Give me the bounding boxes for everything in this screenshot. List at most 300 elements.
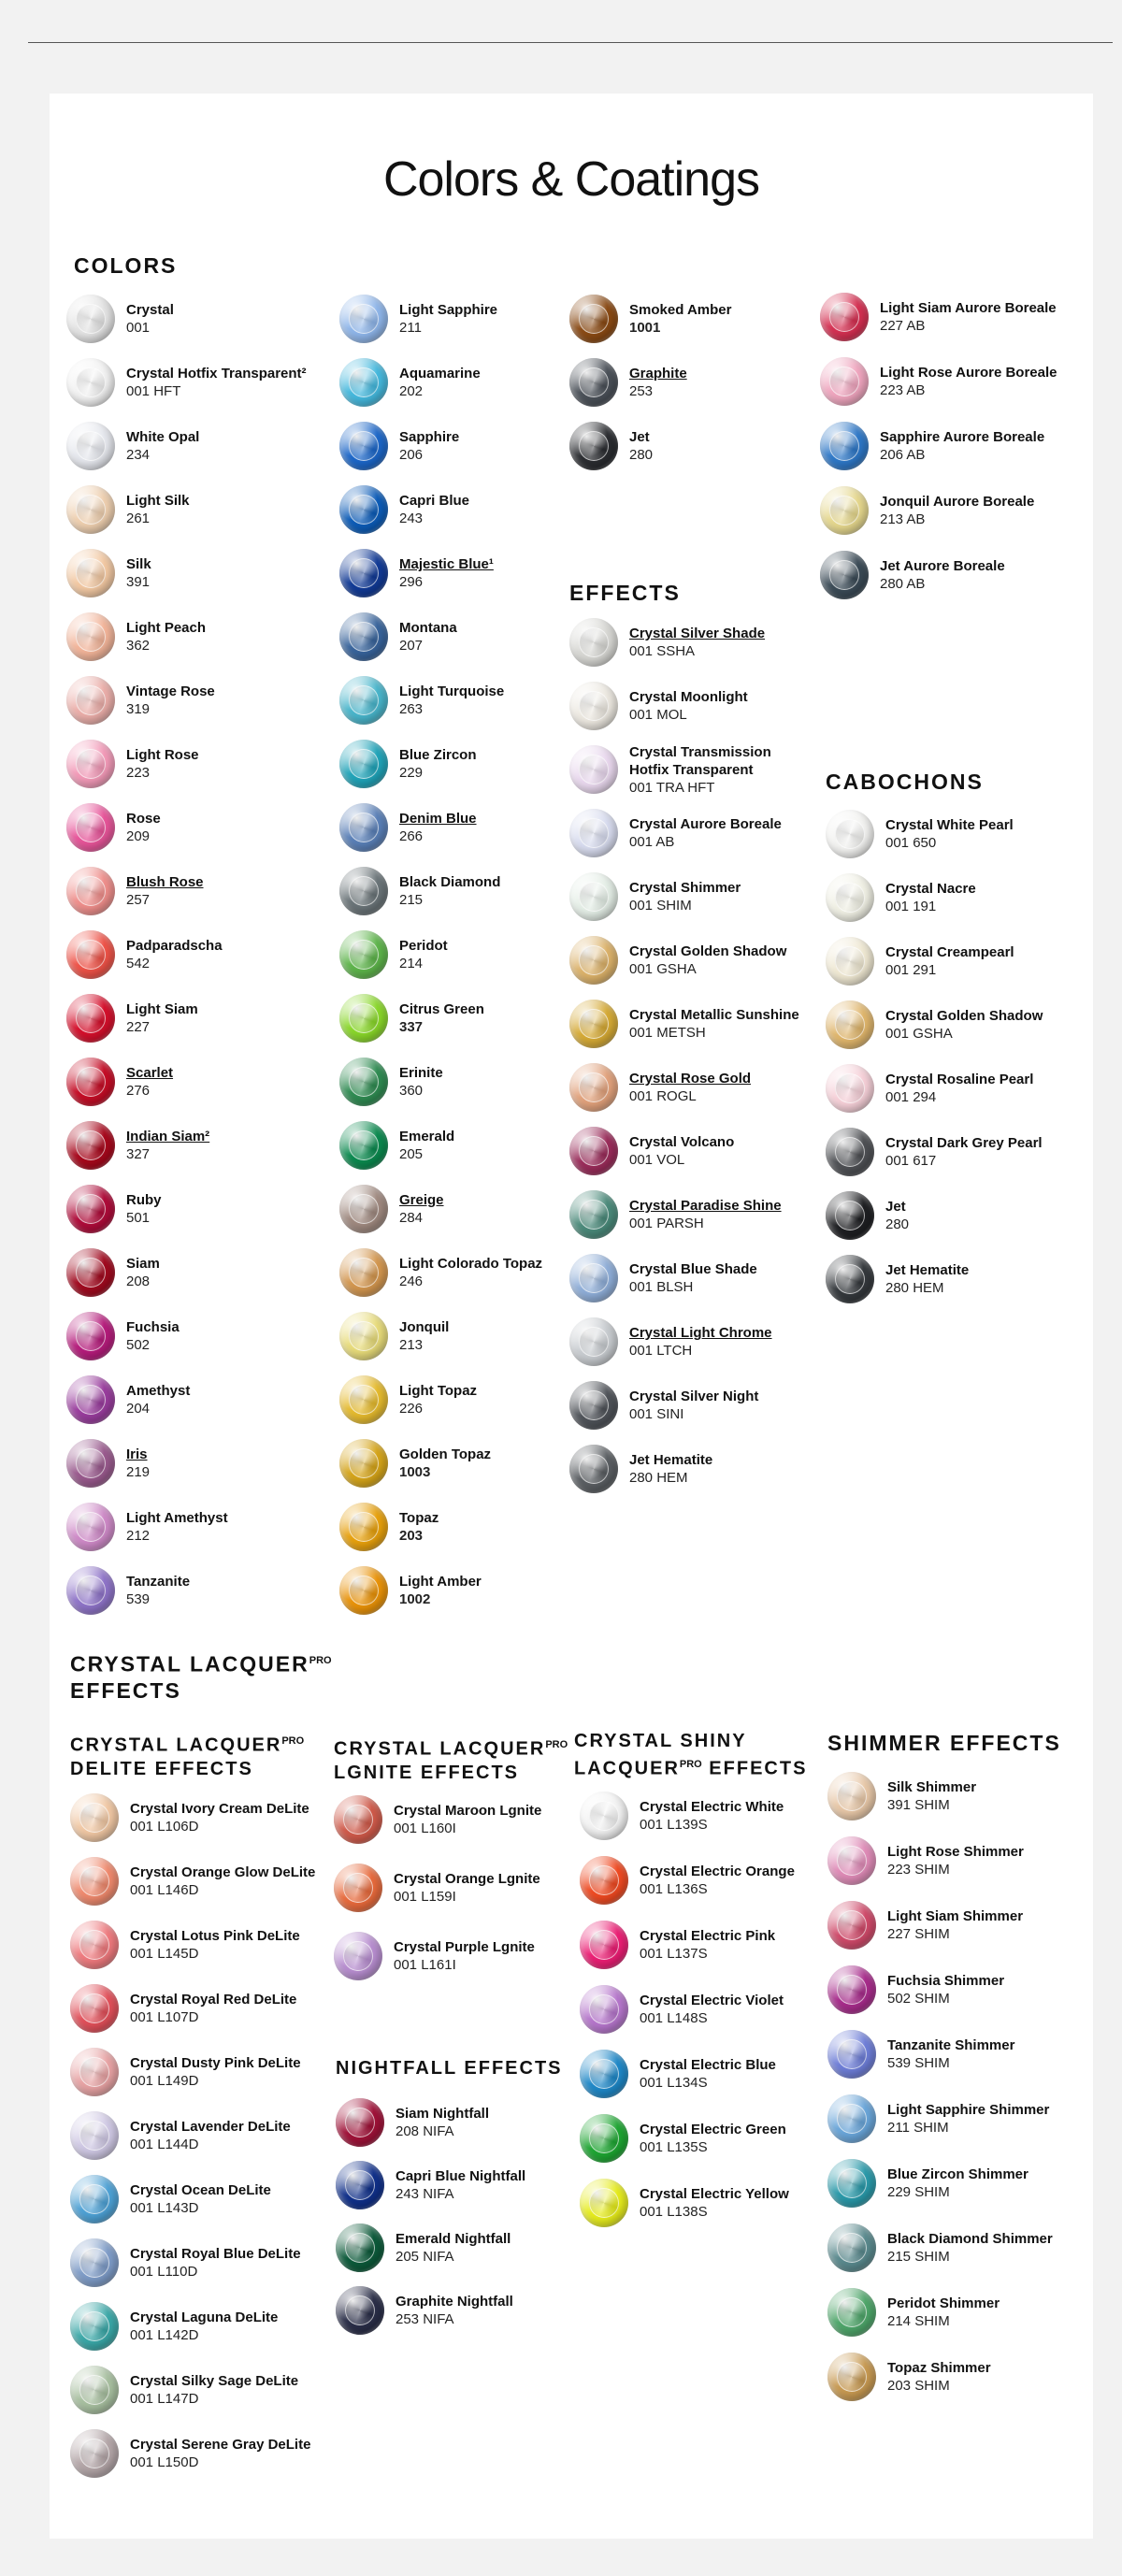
swatch-code: 243 xyxy=(399,511,424,526)
swatch-code: 001 MOL xyxy=(629,707,687,723)
crystal-swatch-icon xyxy=(70,2429,119,2478)
swatch-name: Emerald Nightfall xyxy=(396,2231,511,2247)
crystal-swatch-icon xyxy=(827,2159,876,2208)
crystal-swatch-icon xyxy=(334,1795,382,1844)
swatch-text xyxy=(640,2121,786,2156)
swatch-name: Crystal Ocean DeLite xyxy=(130,2182,271,2198)
crystal-swatch-icon xyxy=(820,422,869,470)
swatch-code: 280 xyxy=(885,1216,910,1232)
swatch-item xyxy=(339,1309,449,1363)
swatch-text xyxy=(629,1070,751,1105)
swatch-item xyxy=(569,1060,751,1115)
swatch-item xyxy=(339,292,497,346)
swatch-item xyxy=(339,1436,491,1490)
swatch-text xyxy=(885,943,1014,979)
swatch-code: 001 xyxy=(126,320,151,336)
swatch-name: Aquamarine xyxy=(399,366,481,381)
content-card xyxy=(50,94,1093,2539)
swatch-item xyxy=(339,1500,439,1554)
swatch-item xyxy=(336,2221,511,2275)
swatch-text xyxy=(399,1128,454,1163)
swatch-text xyxy=(885,1134,1043,1170)
swatch-item xyxy=(580,1789,784,1843)
swatch-name: Crystal Electric Blue xyxy=(640,2057,776,2073)
swatch-name: Graphite xyxy=(629,366,687,381)
swatch-name: Crystal Volcano xyxy=(629,1134,735,1150)
section-heading-shiny xyxy=(574,1730,807,1781)
swatch-item xyxy=(334,1861,540,1915)
swatch-name: Light Siam xyxy=(126,1001,198,1017)
swatch-item xyxy=(339,1563,482,1618)
swatch-code: 280 AB xyxy=(880,576,926,592)
swatch-text xyxy=(130,1991,296,2026)
swatch-code: 001 L137S xyxy=(640,1946,708,1962)
crystal-swatch-icon xyxy=(70,2238,119,2287)
swatch-item xyxy=(569,933,786,987)
section-heading-effects: EFFECTS xyxy=(569,581,681,605)
swatch-code: 202 xyxy=(399,383,424,399)
swatch-code: 1003 xyxy=(399,1464,431,1480)
swatch-name: Crystal Ivory Cream DeLite xyxy=(130,1801,309,1817)
crystal-swatch-icon xyxy=(827,1965,876,2014)
crystal-swatch-icon xyxy=(339,1566,388,1615)
swatch-code: 001 GSHA xyxy=(629,961,697,977)
swatch-name: Graphite Nightfall xyxy=(396,2294,513,2310)
swatch-code: 001 L138S xyxy=(640,2204,708,2220)
swatch-name: Montana xyxy=(399,620,457,636)
swatch-text xyxy=(399,937,448,972)
swatch-name: Crystal Electric Yellow xyxy=(640,2186,789,2202)
swatch-text xyxy=(399,555,494,591)
swatch-item xyxy=(66,1245,160,1300)
swatch-code: 502 xyxy=(126,1337,151,1353)
swatch-code: 391 xyxy=(126,574,151,590)
swatch-code: 001 TRA HFT xyxy=(629,779,715,796)
crystal-swatch-icon xyxy=(569,872,618,921)
swatch-name: Light Amethyst xyxy=(126,1510,228,1526)
swatch-text xyxy=(130,2372,298,2408)
swatch-item xyxy=(569,1442,712,1496)
crystal-swatch-icon xyxy=(569,618,618,667)
swatch-item xyxy=(70,2299,278,2353)
crystal-swatch-icon xyxy=(70,2175,119,2223)
swatch-name: Indian Siam² xyxy=(126,1129,210,1144)
crystal-swatch-icon xyxy=(580,1856,628,1905)
swatch-text xyxy=(885,1071,1033,1106)
crystal-swatch-icon xyxy=(826,810,874,858)
swatch-name: Crystal Silver Shade xyxy=(629,626,766,641)
swatch-name: Jet xyxy=(885,1199,906,1215)
swatch-code: 212 xyxy=(126,1528,151,1544)
swatch-text xyxy=(640,1798,784,1834)
crystal-swatch-icon xyxy=(66,1058,115,1106)
crystal-swatch-icon xyxy=(569,1254,618,1302)
swatch-code: 214 SHIM xyxy=(887,2313,950,2329)
crystal-swatch-icon xyxy=(66,1503,115,1551)
swatch-item xyxy=(569,997,799,1051)
swatch-code: 253 NIFA xyxy=(396,2311,454,2327)
swatch-item xyxy=(66,1373,190,1427)
swatch-text xyxy=(629,688,748,724)
swatch-item xyxy=(334,1792,541,1847)
swatch-text xyxy=(887,2101,1049,2137)
swatch-item xyxy=(569,355,687,410)
swatch-name: Crystal Golden Shadow xyxy=(885,1008,1043,1024)
swatch-item xyxy=(580,1918,775,1972)
swatch-text xyxy=(885,1198,909,1233)
swatch-code: 502 SHIM xyxy=(887,1991,950,2007)
crystal-swatch-icon xyxy=(569,1063,618,1112)
swatch-name: Light Siam Aurore Boreale xyxy=(880,300,1057,316)
swatch-item xyxy=(66,355,307,410)
swatch-code: 227 AB xyxy=(880,318,926,334)
swatch-item xyxy=(66,737,199,791)
swatch-text xyxy=(126,492,190,527)
crystal-swatch-icon xyxy=(827,2030,876,2079)
crystal-swatch-icon xyxy=(827,2288,876,2337)
swatch-item xyxy=(827,2285,1000,2339)
swatch-text xyxy=(394,1938,535,1974)
swatch-code: 001 LTCH xyxy=(629,1343,693,1359)
swatch-name: Topaz xyxy=(399,1510,439,1526)
crystal-swatch-icon xyxy=(826,1000,874,1049)
swatch-item xyxy=(826,1125,1043,1179)
swatch-code: 001 294 xyxy=(885,1089,937,1105)
crystal-swatch-icon xyxy=(569,422,618,470)
crystal-swatch-icon xyxy=(580,1921,628,1969)
crystal-swatch-icon xyxy=(66,1121,115,1170)
swatch-code: 207 xyxy=(399,638,424,654)
swatch-code: 208 xyxy=(126,1274,151,1289)
swatch-name: Crystal Royal Red DeLite xyxy=(130,1992,297,2008)
swatch-code: 001 L149D xyxy=(130,2073,199,2089)
swatch-code: 211 xyxy=(399,320,422,336)
swatch-text xyxy=(629,1133,734,1169)
swatch-name: Tanzanite Shimmer xyxy=(887,2037,1015,2053)
swatch-item xyxy=(339,864,500,918)
swatch-name: Light Sapphire xyxy=(399,302,497,318)
swatch-text xyxy=(396,2230,511,2266)
swatch-item xyxy=(336,2158,525,2212)
swatch-name: Crystal Hotfix Transparent² xyxy=(126,366,307,381)
crystal-swatch-icon xyxy=(820,551,869,599)
crystal-swatch-icon xyxy=(826,1191,874,1240)
crystal-swatch-icon xyxy=(569,1317,618,1366)
swatch-item xyxy=(580,2176,789,2230)
swatch-text xyxy=(126,1255,160,1290)
swatch-text xyxy=(629,743,771,797)
swatch-text xyxy=(126,1509,228,1545)
swatch-text xyxy=(885,1261,969,1297)
swatch-item xyxy=(339,737,477,791)
swatch-item xyxy=(336,2095,489,2150)
crystal-swatch-icon xyxy=(580,1792,628,1840)
crystal-swatch-icon xyxy=(66,676,115,725)
swatch-item xyxy=(820,419,1044,473)
swatch-item xyxy=(569,1187,782,1242)
swatch-code: 001 L144D xyxy=(130,2137,199,2152)
swatch-name: Blue Zircon xyxy=(399,747,477,763)
crystal-swatch-icon xyxy=(339,549,388,597)
swatch-text xyxy=(130,1800,309,1835)
crystal-swatch-icon xyxy=(66,295,115,343)
crystal-swatch-icon xyxy=(827,2353,876,2401)
swatch-item xyxy=(827,2350,991,2404)
crystal-swatch-icon xyxy=(339,612,388,661)
swatch-item xyxy=(826,807,1014,861)
crystal-swatch-icon xyxy=(339,1439,388,1488)
swatch-text xyxy=(399,1255,542,1290)
crystal-swatch-icon xyxy=(569,682,618,730)
swatch-code: 001 L147D xyxy=(130,2391,199,2407)
swatch-text xyxy=(399,1446,491,1481)
swatch-text xyxy=(399,301,497,337)
swatch-code: 001 L135S xyxy=(640,2139,708,2155)
swatch-text xyxy=(130,2245,301,2281)
swatch-name: Citrus Green xyxy=(399,1001,484,1017)
crystal-swatch-icon xyxy=(339,803,388,852)
swatch-code: 234 xyxy=(126,447,151,463)
swatch-item xyxy=(66,991,198,1045)
swatch-item xyxy=(339,482,469,537)
swatch-name: Ruby xyxy=(126,1192,162,1208)
swatch-code: 266 xyxy=(399,828,424,844)
crystal-swatch-icon xyxy=(66,867,115,915)
swatch-text xyxy=(885,880,976,915)
swatch-name: Light Silk xyxy=(126,493,190,509)
swatch-text xyxy=(880,557,1005,593)
swatch-code: 1001 xyxy=(629,320,661,336)
swatch-text xyxy=(640,1927,775,1963)
swatch-name: Crystal Metallic Sunshine xyxy=(629,1007,799,1023)
crystal-swatch-icon xyxy=(70,1921,119,1969)
swatch-item xyxy=(66,673,215,727)
swatch-text xyxy=(880,428,1044,464)
swatch-text xyxy=(629,301,731,337)
swatch-code: 213 AB xyxy=(880,511,926,527)
swatch-code: 001 617 xyxy=(885,1153,937,1169)
swatch-code: 211 SHIM xyxy=(887,2120,949,2136)
swatch-code: 001 L150D xyxy=(130,2454,199,2470)
crystal-swatch-icon xyxy=(66,740,115,788)
swatch-text xyxy=(396,2167,525,2203)
swatch-name: Light Rose Shimmer xyxy=(887,1844,1024,1860)
swatch-item xyxy=(66,1309,180,1363)
swatch-code: 227 xyxy=(126,1019,151,1035)
swatch-item xyxy=(66,1118,209,1173)
swatch-code: 001 SINI xyxy=(629,1406,684,1422)
swatch-text xyxy=(126,1382,190,1418)
swatch-item xyxy=(339,800,477,855)
crystal-swatch-icon xyxy=(569,1000,618,1048)
swatch-name: Vintage Rose xyxy=(126,684,215,699)
swatch-item xyxy=(66,800,161,855)
swatch-item xyxy=(66,546,151,600)
swatch-text xyxy=(640,2185,789,2221)
swatch-text xyxy=(399,1382,477,1418)
swatch-code: 280 HEM xyxy=(629,1470,688,1486)
swatch-code: 215 SHIM xyxy=(887,2249,950,2265)
swatch-item xyxy=(336,2283,513,2338)
crystal-swatch-icon xyxy=(334,1864,382,1912)
crystal-swatch-icon xyxy=(66,803,115,852)
swatch-name: Black Diamond Shimmer xyxy=(887,2231,1053,2247)
swatch-text xyxy=(399,1191,444,1227)
crystal-swatch-icon xyxy=(336,2161,384,2209)
swatch-name: Crystal Silky Sage DeLite xyxy=(130,2373,299,2389)
swatch-code: 280 xyxy=(629,447,654,463)
swatch-code: 229 xyxy=(399,765,424,781)
crystal-swatch-icon xyxy=(339,994,388,1043)
swatch-name: Crystal Royal Blue DeLite xyxy=(130,2246,301,2262)
swatch-name: Crystal Creampearl xyxy=(885,944,1014,960)
swatch-text xyxy=(629,1324,772,1360)
swatch-name: Capri Blue Nightfall xyxy=(396,2168,526,2184)
swatch-name: Light Colorado Topaz xyxy=(399,1256,543,1272)
swatch-text xyxy=(640,2056,776,2092)
crystal-swatch-icon xyxy=(569,358,618,407)
swatch-name: Topaz Shimmer xyxy=(887,2360,991,2376)
swatch-item xyxy=(569,1378,758,1432)
crystal-swatch-icon xyxy=(66,1185,115,1233)
crystal-swatch-icon xyxy=(66,358,115,407)
swatch-code: 257 xyxy=(126,892,151,908)
crystal-swatch-icon xyxy=(339,740,388,788)
swatch-code: 001 GSHA xyxy=(885,1026,953,1042)
swatch-item xyxy=(820,290,1057,344)
swatch-text xyxy=(130,2181,271,2217)
crystal-swatch-icon xyxy=(334,1932,382,1980)
swatch-text xyxy=(394,1802,541,1837)
swatch-item xyxy=(569,292,731,346)
swatch-item xyxy=(66,1500,228,1554)
swatch-code: 204 xyxy=(126,1401,151,1417)
swatch-text xyxy=(399,428,459,464)
swatch-item xyxy=(66,610,206,664)
swatch-code: 001 PARSH xyxy=(629,1216,704,1231)
swatch-code: 243 NIFA xyxy=(396,2186,454,2202)
section-heading-colors: COLORS xyxy=(74,253,178,278)
swatch-name: Erinite xyxy=(399,1065,443,1081)
swatch-text xyxy=(399,810,477,845)
swatch-item xyxy=(827,2092,1049,2146)
swatch-text xyxy=(887,2166,1028,2201)
heading-line: CRYSTAL LACQUER xyxy=(70,1651,309,1677)
crystal-swatch-icon xyxy=(66,1375,115,1424)
swatch-text xyxy=(887,1843,1024,1878)
swatch-name: Capri Blue xyxy=(399,493,470,509)
swatch-text xyxy=(629,428,653,464)
swatch-item xyxy=(66,1182,162,1236)
swatch-code: 203 xyxy=(399,1528,424,1544)
swatch-item xyxy=(70,2426,310,2481)
swatch-name: Crystal Electric Green xyxy=(640,2122,786,2137)
swatch-text xyxy=(130,2309,278,2344)
swatch-text xyxy=(640,1863,795,1898)
heading-line: EFFECTS xyxy=(70,1677,181,1703)
crystal-swatch-icon xyxy=(569,936,618,985)
swatch-code: 001 L145D xyxy=(130,1946,199,1962)
swatch-name: Light Rose xyxy=(126,747,199,763)
swatch-item xyxy=(339,355,481,410)
swatch-code: 229 SHIM xyxy=(887,2184,950,2200)
swatch-text xyxy=(629,879,741,914)
swatch-text xyxy=(629,365,687,400)
swatch-text xyxy=(126,937,223,972)
swatch-name: Crystal Blue Shade xyxy=(629,1261,757,1277)
swatch-name: Jet Hematite xyxy=(629,1452,713,1468)
swatch-item xyxy=(569,742,771,797)
crystal-swatch-icon xyxy=(70,2111,119,2160)
swatch-name: Crystal Electric White xyxy=(640,1799,784,1815)
swatch-text xyxy=(126,365,307,400)
swatch-name: Light Topaz xyxy=(399,1383,478,1399)
swatch-item xyxy=(70,2045,301,2099)
swatch-item xyxy=(827,1898,1023,1952)
swatch-text xyxy=(396,2293,513,2328)
swatch-text xyxy=(629,1006,799,1042)
swatch-item xyxy=(66,482,190,537)
swatch-code: 208 NIFA xyxy=(396,2123,454,2139)
crystal-swatch-icon xyxy=(66,612,115,661)
swatch-name: Sapphire xyxy=(399,429,460,445)
crystal-swatch-icon xyxy=(339,676,388,725)
swatch-name: Light Rose Aurore Boreale xyxy=(880,365,1057,381)
crystal-swatch-icon xyxy=(820,293,869,341)
crystal-swatch-icon xyxy=(339,358,388,407)
crystal-swatch-icon xyxy=(66,422,115,470)
swatch-text xyxy=(399,365,481,400)
swatch-item xyxy=(339,991,484,1045)
swatch-name: White Opal xyxy=(126,429,200,445)
swatch-text xyxy=(130,2054,301,2090)
crystal-swatch-icon xyxy=(580,2114,628,2163)
crystal-swatch-icon xyxy=(827,2223,876,2272)
swatch-code: 001 SHIM xyxy=(629,898,692,914)
swatch-name: Padparadscha xyxy=(126,938,223,954)
swatch-item xyxy=(339,610,457,664)
swatch-item xyxy=(70,2363,298,2417)
swatch-code: 205 xyxy=(399,1146,424,1162)
heading-line: LACQUER xyxy=(574,1758,680,1779)
swatch-item xyxy=(826,871,976,925)
crystal-swatch-icon xyxy=(66,485,115,534)
swatch-text xyxy=(887,1972,1004,2008)
swatch-text xyxy=(126,683,215,718)
crystal-swatch-icon xyxy=(569,1381,618,1430)
swatch-name: Silk xyxy=(126,556,151,572)
heading-superscript: PRO xyxy=(545,1739,568,1750)
swatch-item xyxy=(827,2156,1028,2210)
swatch-text xyxy=(394,1870,540,1906)
swatch-item xyxy=(70,1791,309,1845)
swatch-item xyxy=(66,1055,173,1109)
swatch-code: 001 ROGL xyxy=(629,1088,697,1104)
swatch-name: Crystal Electric Pink xyxy=(640,1928,776,1944)
swatch-text xyxy=(126,810,161,845)
swatch-name: Light Turquoise xyxy=(399,684,505,699)
swatch-name: Crystal Nacre xyxy=(885,881,976,897)
swatch-item xyxy=(569,1124,734,1178)
swatch-text xyxy=(885,1007,1043,1043)
heading-superscript: PRO xyxy=(679,1759,702,1770)
crystal-swatch-icon xyxy=(70,1984,119,2033)
swatch-code: 001 L136S xyxy=(640,1881,708,1897)
crystal-swatch-icon xyxy=(580,1985,628,2034)
swatch-name: Crystal Rosaline Pearl xyxy=(885,1072,1034,1087)
swatch-text xyxy=(629,625,765,660)
swatch-name: Scarlet xyxy=(126,1065,174,1081)
